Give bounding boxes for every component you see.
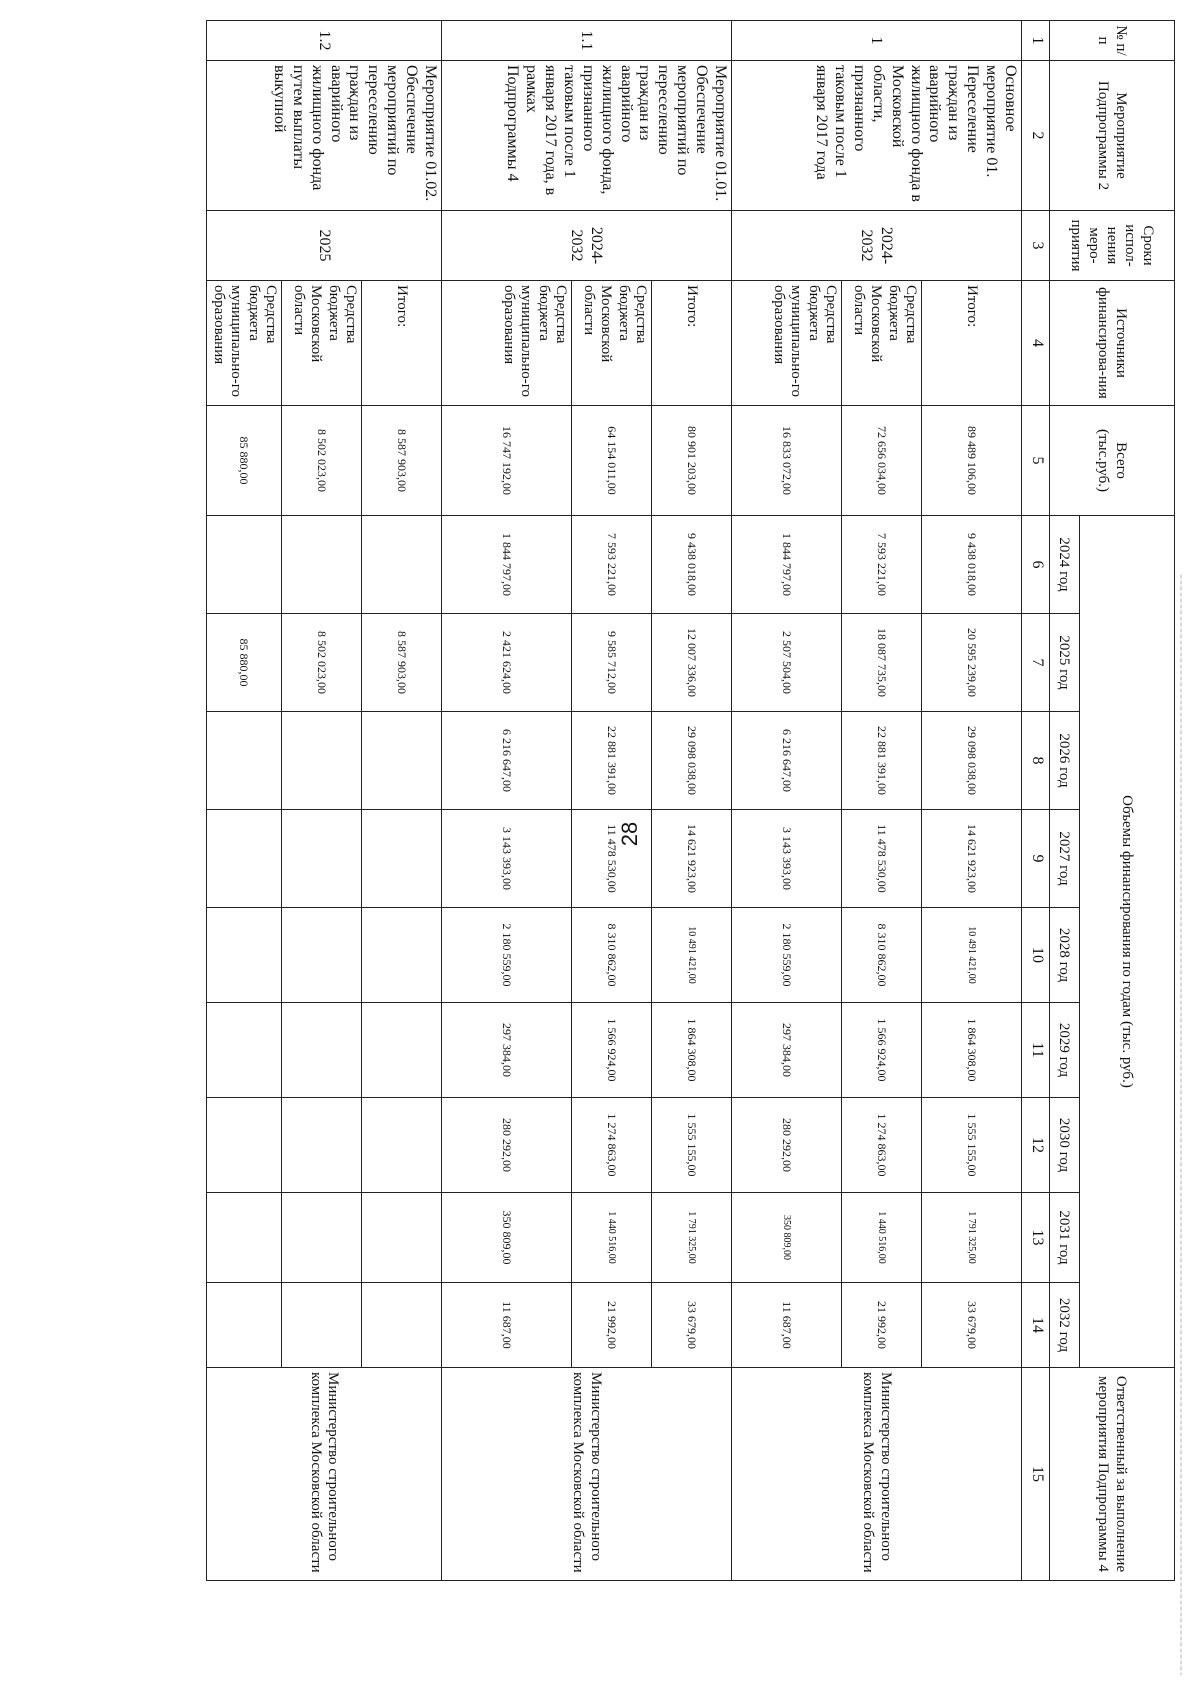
year-value: 1 844 797,00 [442,516,572,614]
column-number: 15 [1022,1368,1050,1581]
year-value: 20 595 239,00 [922,614,1022,712]
year-value: 3 143 393,00 [732,810,842,908]
year-value: 297 384,00 [732,1003,842,1098]
funding-source: Средства бюджета Московской области [572,281,652,406]
header-num: № п/п [1050,21,1175,61]
column-number-row [1022,21,1050,1581]
header-term: Сроки испол-нения меро-приятия [1050,211,1175,281]
year-value: 1 274 863,00 [572,1098,652,1193]
year-value: 8 587 903,00 [362,614,442,712]
funding-source: Итого: [362,281,442,406]
column-number: 12 [1022,1098,1050,1193]
total-value: 85 880,00 [207,406,282,516]
year-value: 1 864 308,00 [652,1003,732,1098]
year-value: 29 098 038,00 [922,712,1022,810]
year-value: 22 881 391,00 [572,712,652,810]
column-number: 4 [1022,281,1050,406]
year-value: 11 478 530,00 [572,810,652,908]
header-year: 2024 год [1050,516,1080,614]
header-year: 2032 год [1050,1283,1080,1368]
year-value [362,712,442,810]
year-value [207,810,282,908]
year-value: 9 438 018,00 [652,516,732,614]
header-year: 2030 год [1050,1098,1080,1193]
year-value: 8 502 023,00 [282,614,362,712]
page-number: 28 [617,821,642,847]
year-value: 6 216 647,00 [442,712,572,810]
column-number: 6 [1022,516,1050,614]
year-value [362,1193,442,1283]
year-value: 21 992,00 [842,1283,922,1368]
row-number: 1.1 [442,21,732,61]
year-value: 14 621 923,00 [922,810,1022,908]
column-number: 10 [1022,908,1050,1003]
year-value: 350 809,00 [732,1193,842,1283]
year-value [362,516,442,614]
column-number: 7 [1022,614,1050,712]
total-value: 80 901 203,00 [652,406,732,516]
year-value: 1 791 325,00 [922,1193,1022,1283]
table-row [652,21,732,1581]
year-value [362,1003,442,1098]
header-total: Всего (тыс.руб.) [1050,406,1175,516]
year-value: 1 864 308,00 [922,1003,1022,1098]
year-value: 2 180 559,00 [732,908,842,1003]
year-value [282,1003,362,1098]
financing-table [206,20,1175,1581]
event-description: Основное мероприятие 01. Переселение граждан из аварийного жилищного фонда в Московской области, признанного таковым после 1 января 2017 года [732,61,1022,211]
year-value: 9 585 712,00 [572,614,652,712]
funding-source: Средства бюджета Московской области [282,281,362,406]
year-value [207,1193,282,1283]
header-years-group: Объемы финансирования по годам (тыс. руб.) [1080,516,1175,1368]
year-value: 11 687,00 [732,1283,842,1368]
year-value: 29 098 038,00 [652,712,732,810]
year-value: 33 679,00 [652,1283,732,1368]
responsible-party: Министерство строительного комплекса Московской области [732,1368,1022,1581]
year-value: 7 593 221,00 [842,516,922,614]
responsible-party: Министерство строительного комплекса Московской области [442,1368,732,1581]
year-value: 2 180 559,00 [442,908,572,1003]
year-value: 1 555 155,00 [652,1098,732,1193]
year-value [282,1283,362,1368]
column-number: 2 [1022,61,1050,211]
event-description: Мероприятие 01.01. Обеспечение мероприятий по переселению граждан из аварийного жилищного фонда, признанного таковым после 1 января 2017 года, в рамках Подпрограммы 4 [442,61,732,211]
event-term: 2024-2032 [442,211,732,281]
header-year: 2025 год [1050,614,1080,712]
year-value [207,908,282,1003]
year-value: 280 292,00 [732,1098,842,1193]
year-value: 14 621 923,00 [652,810,732,908]
total-value: 8 502 023,00 [282,406,362,516]
column-number: 3 [1022,211,1050,281]
funding-source: Средства бюджета Московской области [842,281,922,406]
header-responsible: Ответственный за выполнение мероприятия Подпрограммы 4 [1050,1368,1175,1581]
year-value [207,1283,282,1368]
year-value: 8 310 862,00 [572,908,652,1003]
year-value: 7 593 221,00 [572,516,652,614]
year-value [207,516,282,614]
column-number: 11 [1022,1003,1050,1098]
funding-source: Итого: [652,281,732,406]
total-value: 89 489 106,00 [922,406,1022,516]
event-description: Мероприятие 01.02. Обеспечение мероприятий по переселению граждан из аварийного жилищного фонда путем выплаты выкупной [207,61,442,211]
year-value: 85 880,00 [207,614,282,712]
year-value: 280 292,00 [442,1098,572,1193]
responsible-party: Министерство строительного комплекса Московской области [207,1368,442,1581]
year-value: 10 491 421,00 [922,908,1022,1003]
year-value: 1 440 516,00 [842,1193,922,1283]
year-value [207,1098,282,1193]
header-year: 2029 год [1050,1003,1080,1098]
scan-edge-artifact [1180,575,1182,1675]
year-value: 22 881 391,00 [842,712,922,810]
year-value: 1 440 516,00 [572,1193,652,1283]
year-value: 9 438 018,00 [922,516,1022,614]
year-value [362,1283,442,1368]
column-number: 13 [1022,1193,1050,1283]
column-number: 8 [1022,712,1050,810]
year-value: 1 566 924,00 [572,1003,652,1098]
header-year: 2028 год [1050,908,1080,1003]
year-value [282,712,362,810]
year-value: 1 274 863,00 [842,1098,922,1193]
year-value [282,1098,362,1193]
year-value: 18 087 735,00 [842,614,922,712]
year-value: 8 310 862,00 [842,908,922,1003]
year-value [282,1193,362,1283]
year-value: 12 007 336,00 [652,614,732,712]
header-source: Источники финансирова-ния [1050,281,1175,406]
year-value [282,810,362,908]
year-value: 297 384,00 [442,1003,572,1098]
year-value [282,908,362,1003]
year-value [362,810,442,908]
table-row [922,21,1022,1581]
year-value: 33 679,00 [922,1283,1022,1368]
row-number: 1.2 [207,21,442,61]
funding-source: Средства бюджета муниципально-го образования [207,281,282,406]
year-value: 1 844 797,00 [732,516,842,614]
year-value: 2 421 624,00 [442,614,572,712]
year-value: 1 791 325,00 [652,1193,732,1283]
funding-source: Средства бюджета муниципально-го образования [442,281,572,406]
year-value: 11 687,00 [442,1283,572,1368]
funding-source: Итого: [922,281,1022,406]
table-row [362,21,442,1581]
column-number: 5 [1022,406,1050,516]
header-year: 2031 год [1050,1193,1080,1283]
total-value: 72 656 034,00 [842,406,922,516]
year-value: 1 555 155,00 [922,1098,1022,1193]
column-number: 9 [1022,810,1050,908]
year-value: 2 507 504,00 [732,614,842,712]
year-value: 350 809,00 [442,1193,572,1283]
year-value: 1 566 924,00 [842,1003,922,1098]
header-event: Мероприятие Подпрограммы 2 [1050,61,1175,211]
total-value: 16 833 072,00 [732,406,842,516]
year-value [207,1003,282,1098]
row-number: 1 [732,21,1022,61]
total-value: 16 747 192,00 [442,406,572,516]
year-value: 10 491 421,00 [652,908,732,1003]
funding-source: Средства бюджета муниципально-го образования [732,281,842,406]
year-value [207,712,282,810]
event-term: 2024-2032 [732,211,1022,281]
year-value: 3 143 393,00 [442,810,572,908]
year-value [282,516,362,614]
total-value: 64 154 011,00 [572,406,652,516]
total-value: 8 587 903,00 [362,406,442,516]
column-number: 1 [1022,21,1050,61]
column-number: 14 [1022,1283,1050,1368]
year-value: 6 216 647,00 [732,712,842,810]
header-year: 2027 год [1050,810,1080,908]
year-value [362,908,442,1003]
year-value: 21 992,00 [572,1283,652,1368]
year-value: 11 478 530,00 [842,810,922,908]
event-term: 2025 [207,211,442,281]
year-value [362,1098,442,1193]
header-year: 2026 год [1050,712,1080,810]
rotated-page-content [10,20,1175,1580]
